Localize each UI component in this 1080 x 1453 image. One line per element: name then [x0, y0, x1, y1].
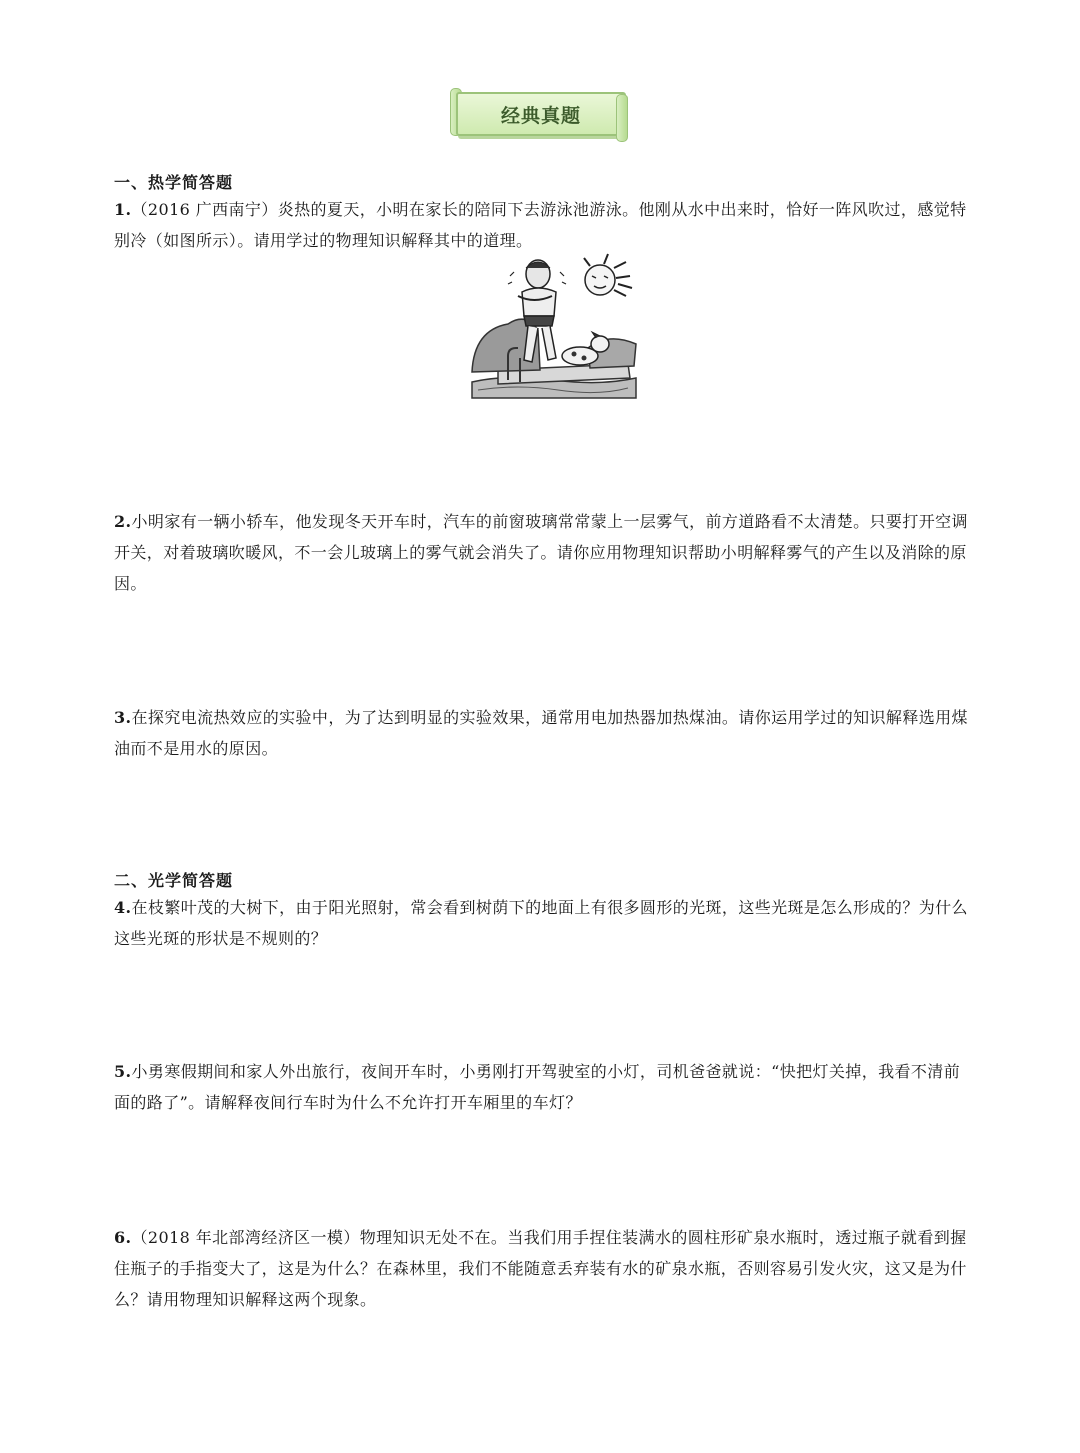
question-number: 5. [114, 1062, 132, 1081]
question-number: 3. [114, 708, 132, 727]
question-text: 在探究电流热效应的实验中，为了达到明显的实验效果，通常用电加热器加热煤油。请你运用学过的知识解释选用煤油而不是用水的原因。 [114, 708, 968, 758]
question-text: 小明家有一辆小轿车，他发现冬天开车时，汽车的前窗玻璃常常蒙上一层雾气，前方道路看不太清楚。只要打开空调开关，对着玻璃吹暖风，不一会儿玻璃上的雾气就会消失了。请你应用物理知识帮助小明解释雾气的产生以及消除的原因。 [114, 512, 968, 593]
question-4 [114, 892, 970, 954]
question-text: （2018 年北部湾经济区一模）物理知识无处不在。当我们用手捏住装满水的圆柱形矿泉水瓶时，透过瓶子就看到握住瓶子的手指变大了，这是为什么？在森林里，我们不能随意丢弃装有水的矿泉水瓶，否则容易引发火灾，这又是为什么？请用物理知识解释这两个现象。 [114, 1228, 967, 1309]
question-number: 2. [114, 512, 132, 531]
question-2 [114, 506, 970, 599]
question-5 [114, 1056, 970, 1118]
question-text: （2016 广西南宁）炎热的夏天，小明在家长的陪同下去游泳池游泳。他刚从水中出来时，恰好一阵风吹过，感觉特别冷（如图所示）。请用学过的物理知识解释其中的道理。 [114, 200, 967, 250]
question-number: 1. [114, 200, 132, 219]
title-banner [450, 86, 630, 142]
question-number: 4. [114, 898, 132, 917]
question-number: 6. [114, 1228, 132, 1247]
question-1 [114, 194, 970, 256]
banner-plate [456, 92, 626, 136]
section-heading-optics: 二、光学简答题 [114, 871, 234, 890]
scroll-curl-right [616, 94, 628, 142]
question-3 [114, 702, 970, 764]
question-6 [114, 1222, 970, 1315]
banner-title: 经典真题 [500, 104, 581, 127]
section-heading-thermal: 一、热学简答题 [114, 173, 234, 192]
question-text: 在枝繁叶茂的大树下，由于阳光照射，常会看到树荫下的地面上有很多圆形的光斑，这些光斑是怎么形成的？为什么这些光斑的形状是不规则的？ [114, 898, 968, 948]
question-text: 小勇寒假期间和家人外出旅行，夜间开车时，小勇刚打开驾驶室的小灯，司机爸爸就说：“快把灯关掉，我看不清前面的路了”。请解释夜间行车时为什么不允许打开车厢里的车灯？ [114, 1062, 961, 1112]
swimmer-illustration [468, 252, 640, 400]
